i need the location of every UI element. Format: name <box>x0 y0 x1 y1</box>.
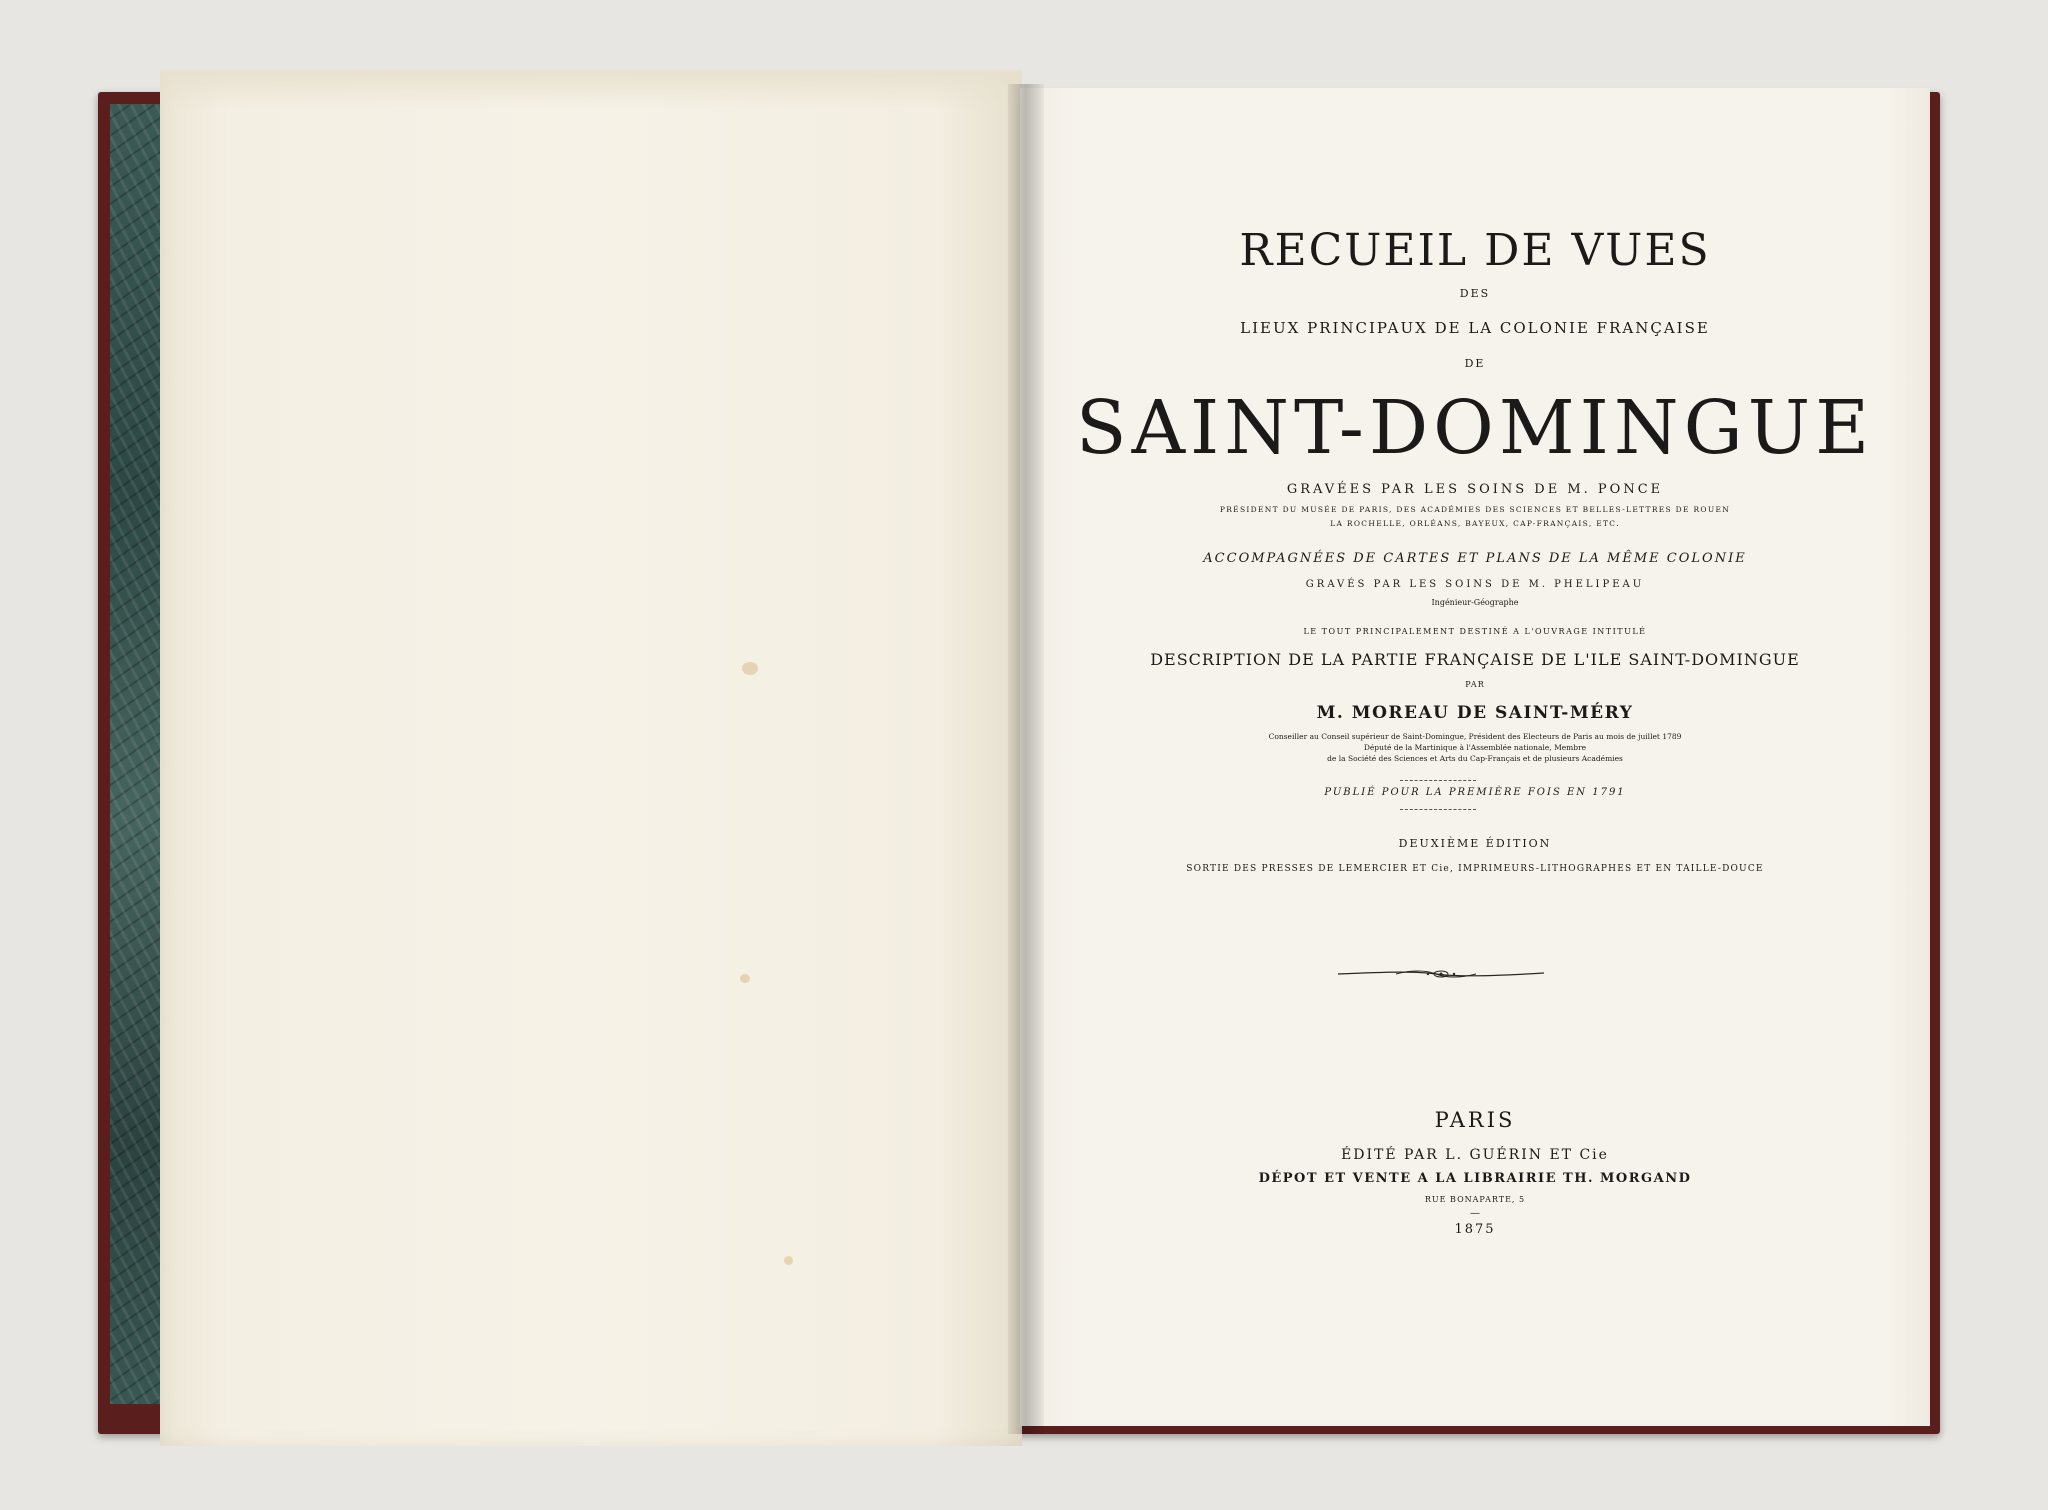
printer-line: SORTIE DES PRESSES DE LEMERCIER ET Cie, IMPRIMEURS-LITHOGRAPHES ET EN TAILLE-DOUCE <box>1186 864 1764 874</box>
imprint-city: PARIS <box>1434 1108 1516 1132</box>
connector-de: DE <box>1464 357 1486 370</box>
connector-des: DES <box>1459 287 1491 300</box>
left-blank-page <box>160 70 1022 1446</box>
engraver-line: GRAVÉES PAR LES SOINS DE M. PONCE <box>1286 482 1664 497</box>
subtitle-lieux: LIEUX PRINCIPAUX DE LA COLONIE FRANÇAISE <box>1240 319 1710 337</box>
main-title: SAINT-DOMINGUE <box>1075 385 1875 471</box>
page-top-edge <box>160 70 1022 110</box>
dashed-rule-top <box>1400 780 1476 781</box>
address-line: RUE BONAPARTE, 5 <box>1424 1195 1526 1204</box>
author-name: M. MOREAU DE SAINT-MÉRY <box>1316 703 1634 723</box>
first-published-line: PUBLIÉ POUR LA PREMIÈRE FOIS EN 1791 <box>1324 787 1626 798</box>
foxing-spot <box>742 662 758 675</box>
book-title: RECUEIL DE VUES <box>1239 225 1711 276</box>
separator-dash: — <box>1470 1208 1480 1219</box>
author-credentials-1: Conseiller au Conseil supérieur de Saint-Domingue, Président des Electeurs de Paris au mois de juillet 1789 <box>1268 732 1682 741</box>
edition-line: DEUXIÈME ÉDITION <box>1398 837 1552 850</box>
author-credentials-3: de la Société des Sciences et Arts du Cap-Français et de plusieurs Académies <box>1327 754 1623 763</box>
description-title: DESCRIPTION DE LA PARTIE FRANÇAISE DE L'ILE SAINT-DOMINGUE <box>1150 650 1800 669</box>
ornament-divider <box>1336 967 1546 981</box>
dashed-rule-bottom <box>1400 809 1476 810</box>
publisher-line: ÉDITÉ PAR L. GUÉRIN ET Cie <box>1341 1147 1609 1163</box>
foxing-spot <box>740 974 750 983</box>
publication-year: 1875 <box>1454 1222 1496 1237</box>
engineer-line: Ingénieur-Géographe <box>1431 598 1519 607</box>
bookseller-line: DÉPOT ET VENTE A LA LIBRAIRIE TH. MORGAND <box>1258 1171 1692 1186</box>
phelipeau-line: GRAVÉS PAR LES SOINS DE M. PHELIPEAU <box>1305 579 1645 590</box>
maps-line: ACCOMPAGNÉES DE CARTES ET PLANS DE LA MÊME COLONIE <box>1203 551 1747 566</box>
president-line-2: LA ROCHELLE, ORLÉANS, BAYEUX, CAP-FRANÇAIS, ETC. <box>1330 519 1620 528</box>
author-credentials-2: Député de la Martinique à l'Assemblée nationale, Membre <box>1363 743 1587 752</box>
intended-work-line: LE TOUT PRINCIPALEMENT DESTINÉ A L'OUVRAGE INTITULÉ <box>1303 627 1647 636</box>
president-line-1: PRÉSIDENT DU MUSÉE DE PARIS, DES ACADÉMIES DES SCIENCES ET BELLES-LETTRES DE ROUEN <box>1219 505 1731 514</box>
foxing-spot <box>784 1256 793 1265</box>
connector-par: PAR <box>1465 680 1485 689</box>
